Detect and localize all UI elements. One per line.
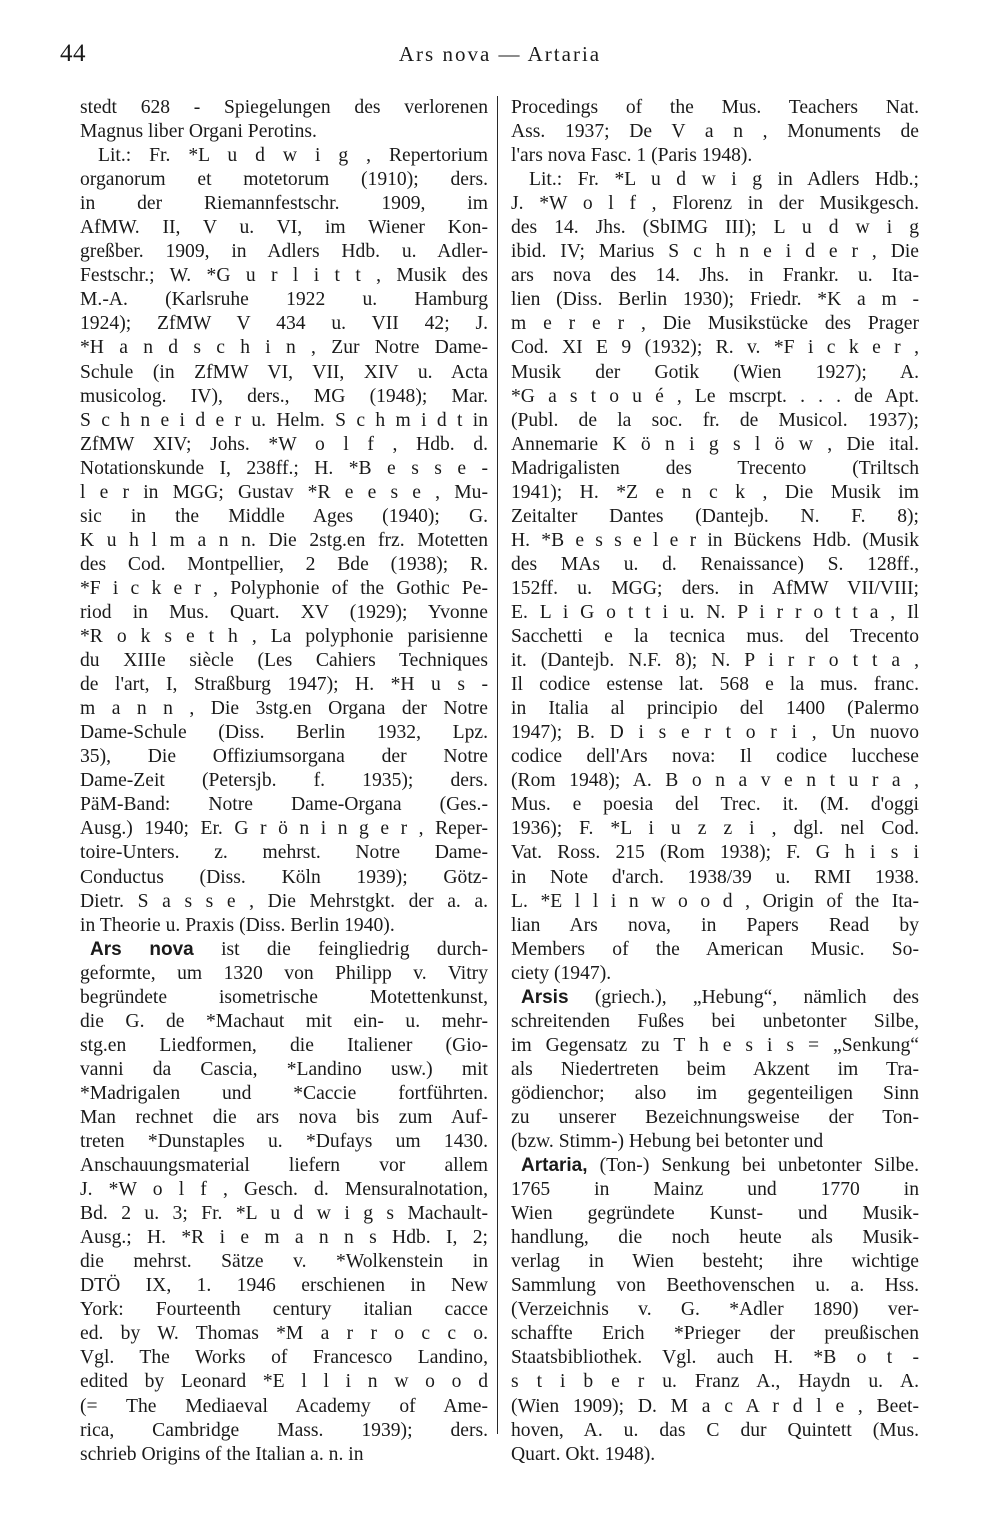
text-line: Procedings of the Mus. Teachers Nat. [511, 97, 919, 118]
text-line: in Italia al principio del 1400 (Palermo [511, 698, 919, 720]
text-line: *Madrigalen und *Caccie fortführten. [80, 1082, 488, 1104]
text-line: Sacchetti e la tecnica mus. del Trecento [511, 626, 919, 648]
text-line: Magnus liber Organi Perotins. [80, 121, 317, 143]
text-line: 1765 in Mainz und 1770 in [511, 1179, 919, 1201]
text-line: ibid. IV; Marius S c h n e i d e r , Die [511, 241, 919, 263]
page-number: 44 [60, 40, 86, 67]
text-line: Staatsbibliothek. Vgl. auch H. *B o t - [511, 1347, 919, 1369]
text-line: stedt 628 - Spiegelungen des verlorenen [80, 97, 488, 118]
text-line: s t i b e r u. Franz A., Haydn u. A. [511, 1371, 919, 1393]
text-line: musicolog. IV), ders., MG (1948); Mar. [80, 385, 488, 407]
text-line: in der Riemannfestschr. 1909, im [80, 193, 488, 215]
text-line: riod in Mus. Quart. XV (1929); Yvonne [80, 601, 488, 623]
text-line: Vat. Ross. 215 (Rom 1938); F. G h i s i [511, 842, 919, 864]
text-line: Bd. 2 u. 3; Fr. *L u d w i g s Machault- [80, 1203, 488, 1225]
text-line: schreitenden Fußes bei unbetonter Silbe, [511, 1010, 919, 1032]
text-line: hoven, A. u. das C dur Quintett (Mus. [511, 1419, 919, 1441]
headword: Artaria, [521, 1155, 588, 1177]
text-line: Ausg.) 1940; Er. G r ö n i n g e r , Reper- [80, 818, 488, 840]
text-line: (Publ. de la soc. fr. de Musicol. 1937); [511, 409, 919, 431]
text-line: Wien gegründete Kunst- und Musik- [511, 1203, 919, 1225]
text-line: 35), Die Offiziumsorgana der Notre [80, 746, 488, 768]
text-line: Man rechnet die ars nova bis zum Auf- [80, 1106, 488, 1128]
text-line: zu unserer Bezeichnungsweise der Ton- [511, 1106, 919, 1128]
line-text: (griech.), „Hebung“, nämlich des [594, 986, 919, 1008]
text-line: sic in the Middle Ages (1940); G. [80, 505, 488, 527]
text-line: Notationskunde I, 238ff.; H. *B e s s e - [80, 457, 488, 479]
column-rule [497, 96, 498, 1434]
text-line: Ass. 1937; De V a n , Monuments de [511, 121, 919, 143]
text-line: Cod. XI E 9 (1932); R. v. *F i c k e r , [511, 337, 919, 359]
text-line: begründete isometrische Motettenkunst, [80, 986, 488, 1008]
text-line: J. *W o l f , Gesch. d. Mensuralnotation, [80, 1179, 488, 1201]
text-line: rica, Cambridge Mass. 1939); ders. [80, 1419, 488, 1441]
text-line: York: Fourteenth century italian cacce [80, 1299, 488, 1321]
headword: Arsis [521, 986, 569, 1008]
text-line: 152ff. u. MGG; ders. in AfMW VII/VIII; [511, 577, 919, 599]
text-line [511, 1154, 919, 1178]
text-line: (= The Mediaeval Academy of Ame- [80, 1395, 488, 1417]
text-line: 1947); B. D i s e r t o r i , Un nuovo [511, 722, 919, 744]
text-line: it. (Dantejb. N.F. 8); N. P i r r o t t a , [511, 650, 919, 672]
text-line: ciety (1947). [511, 962, 612, 984]
text-line: Anschauungsmaterial liefern vor allem [80, 1155, 488, 1177]
text-line: des Cod. Montpellier, 2 Bde (1938); R. [80, 553, 488, 575]
text-line: L. *E l l i n w o o d , Origin of the Ita- [511, 890, 919, 912]
text-line: du XIIIe siècle (Les Cahiers Techniques [80, 650, 488, 672]
text-line: Dame-Zeit (Petersjb. f. 1935); ders. [80, 770, 488, 792]
text-line: Festschr.; W. *G u r l i t t , Musik des [80, 265, 488, 287]
text-line: ZfMW XIV; Johs. *W o l f , Hdb. d. [80, 433, 488, 455]
text-line: des MAs u. d. Renaissance) S. 128ff., [511, 553, 919, 575]
text-line: Dietr. S a s s e , Die Mehrstgkt. der a. a. [80, 890, 488, 912]
text-line: l e r in MGG; Gustav *R e e s e , Mu- [80, 481, 488, 503]
text-line: verlag in Wien besteht; ihre wichtige [511, 1251, 919, 1273]
text-line: greßber. 1909, in Adlers Hdb. u. Adler- [80, 241, 488, 263]
text-line: des 14. Jhs. (SbIMG III); L u d w i g [511, 217, 919, 239]
text-line: 1941); H. *Z e n c k , Die Musik im [511, 481, 919, 503]
text-line: Mus. e poesia del Trec. it. (M. d'oggi [511, 794, 919, 816]
line-text: (Ton-) Senkung bei unbetonter Silbe. [599, 1155, 919, 1177]
text-line [511, 986, 919, 1010]
text-line: lien (Diss. Berlin 1930); Friedr. *K a m - [511, 289, 919, 311]
text-line: stg.en Liedformen, die Italiener (Gio- [80, 1034, 488, 1056]
text-line: in Theorie u. Praxis (Diss. Berlin 1940). [80, 914, 395, 936]
running-title: Ars nova — Artaria [398, 42, 602, 66]
text-line: Madrigalisten des Trecento (Triltsch [511, 457, 919, 479]
text-line: handlung, die noch heute als Musik- [511, 1227, 919, 1249]
text-line: codice dell'Ars nova: Il codice lucchese [511, 746, 919, 768]
text-line: organorum et motetorum (1910); ders. [80, 169, 488, 191]
line-text: ist die feingliedrig durch- [221, 938, 488, 960]
text-line: die mehrst. Sätze v. *Wolkenstein in [80, 1251, 488, 1273]
text-line: schrieb Origins of the Italian a. n. in [80, 1443, 364, 1465]
text-line: K u h l m a n n. Die 2stg.en frz. Motetten [80, 529, 488, 551]
text-line: Dame-Schule (Diss. Berlin 1932, Lpz. [80, 722, 488, 744]
text-line: E. L i G o t t i u. N. P i r r o t t a , Il [511, 601, 919, 623]
text-line: M.-A. (Karlsruhe 1922 u. Hamburg [80, 289, 488, 311]
left-column [80, 96, 488, 1467]
text-line: *G a s t o u é , Le mscrpt. . . . de Apt. [511, 385, 919, 407]
text-line: vanni da Cascia, *Landino usw.) mit [80, 1058, 488, 1080]
text-line: H. *B e s s e l e r in Bückens Hdb. (Musik [511, 529, 919, 551]
text-line: m e r e r , Die Musikstücke des Prager [511, 313, 919, 335]
text-line: schaffte Erich *Prieger der preußischen [511, 1323, 919, 1345]
text-line: Musik der Gotik (Wien 1927); A. [511, 361, 919, 383]
text-line: *F i c k e r , Polyphonie of the Gothic Pe- [80, 577, 488, 599]
text-line: Sammlung von Beethovenschen u. a. Hss. [511, 1275, 919, 1297]
text-line: Lit.: Fr. *L u d w i g , Repertorium [98, 145, 488, 167]
text-line: *R o k s e t h , La polyphonie parisienne [80, 626, 488, 648]
text-line: Zeitalter Dantes (Dantejb. N. F. 8); [511, 505, 919, 527]
text-line: (Wien 1909); D. M a c A r d l e , Beet- [511, 1395, 919, 1417]
text-line: S c h n e i d e r u. Helm. S c h m i d t in [80, 409, 488, 431]
right-column [511, 96, 919, 1467]
text-line: 1936); F. *L i u z z i , dgl. nel Cod. [511, 818, 919, 840]
text-line: Members of the American Music. So- [511, 938, 919, 960]
text-line: *H a n d s c h i n , Zur Notre Dame- [80, 337, 488, 359]
text-line: DTÖ IX, 1. 1946 erschienen in New [80, 1275, 488, 1297]
text-line: Lit.: Fr. *L u d w i g in Adlers Hdb.; [529, 169, 919, 191]
text-line: Annemarie K ö n i g s l ö w , Die ital. [511, 433, 919, 455]
text-line: 1924); ZfMW V 434 u. VII 42; J. [80, 313, 488, 335]
text-line: (bzw. Stimm-) Hebung bei betonter und [511, 1131, 824, 1153]
text-line: als Niedertreten beim Akzent im Tra- [511, 1058, 919, 1080]
text-line: Ausg.; H. *R i e m a n n s Hdb. I, 2; [80, 1227, 488, 1249]
text-line: toire-Unters. z. mehrst. Notre Dame- [80, 842, 488, 864]
text-line: Il codice estense lat. 568 e la mus. franc. [511, 674, 919, 696]
text-line: PäM-Band: Notre Dame-Organa (Ges.- [80, 794, 488, 816]
text-line: treten *Dunstaples u. *Dufays um 1430. [80, 1131, 488, 1153]
text-line: m a n n , Die 3stg.en Organa der Notre [80, 698, 488, 720]
text-line: geformte, um 1320 von Philipp v. Vitry [80, 962, 488, 984]
text-line: lian Ars nova, in Papers Read by [511, 914, 919, 936]
text-line: gödienchor; also im gegenteiligen Sinn [511, 1082, 919, 1104]
text-line [80, 938, 488, 962]
text-line: Vgl. The Works of Francesco Landino, [80, 1347, 488, 1369]
text-line: die G. de *Machaut mit ein- u. mehr- [80, 1010, 488, 1032]
text-line: J. *W o l f , Florenz in der Musikgesch. [511, 193, 919, 215]
text-line: (Rom 1948); A. B o n a v e n t u r a , [511, 770, 919, 792]
text-line: AfMW. II, V u. VI, im Wiener Kon- [80, 217, 488, 239]
text-line: Conductus (Diss. Köln 1939); Götz- [80, 866, 488, 888]
text-line: de l'art, I, Straßburg 1947); H. *H u s - [80, 674, 488, 696]
text-line: l'ars nova Fasc. 1 (Paris 1948). [511, 145, 753, 167]
text-line: edited by Leonard *E l l i n w o o d [80, 1371, 488, 1393]
headword: Ars nova [90, 938, 194, 960]
text-line: in Note d'arch. 1938/39 u. RMI 1938. [511, 866, 919, 888]
text-line: Schule (in ZfMW VI, VII, XIV u. Acta [80, 361, 488, 383]
text-line: (Verzeichnis v. G. *Adler 1890) ver- [511, 1299, 919, 1321]
text-line: Quart. Okt. 1948). [511, 1443, 656, 1465]
text-line: ars nova des 14. Jhs. in Frankr. u. Ita- [511, 265, 919, 287]
text-line: im Gegensatz zu T h e s i s = „Senkung“ [511, 1034, 919, 1056]
text-line: ed. by W. Thomas *M a r r o c c o. [80, 1323, 488, 1345]
